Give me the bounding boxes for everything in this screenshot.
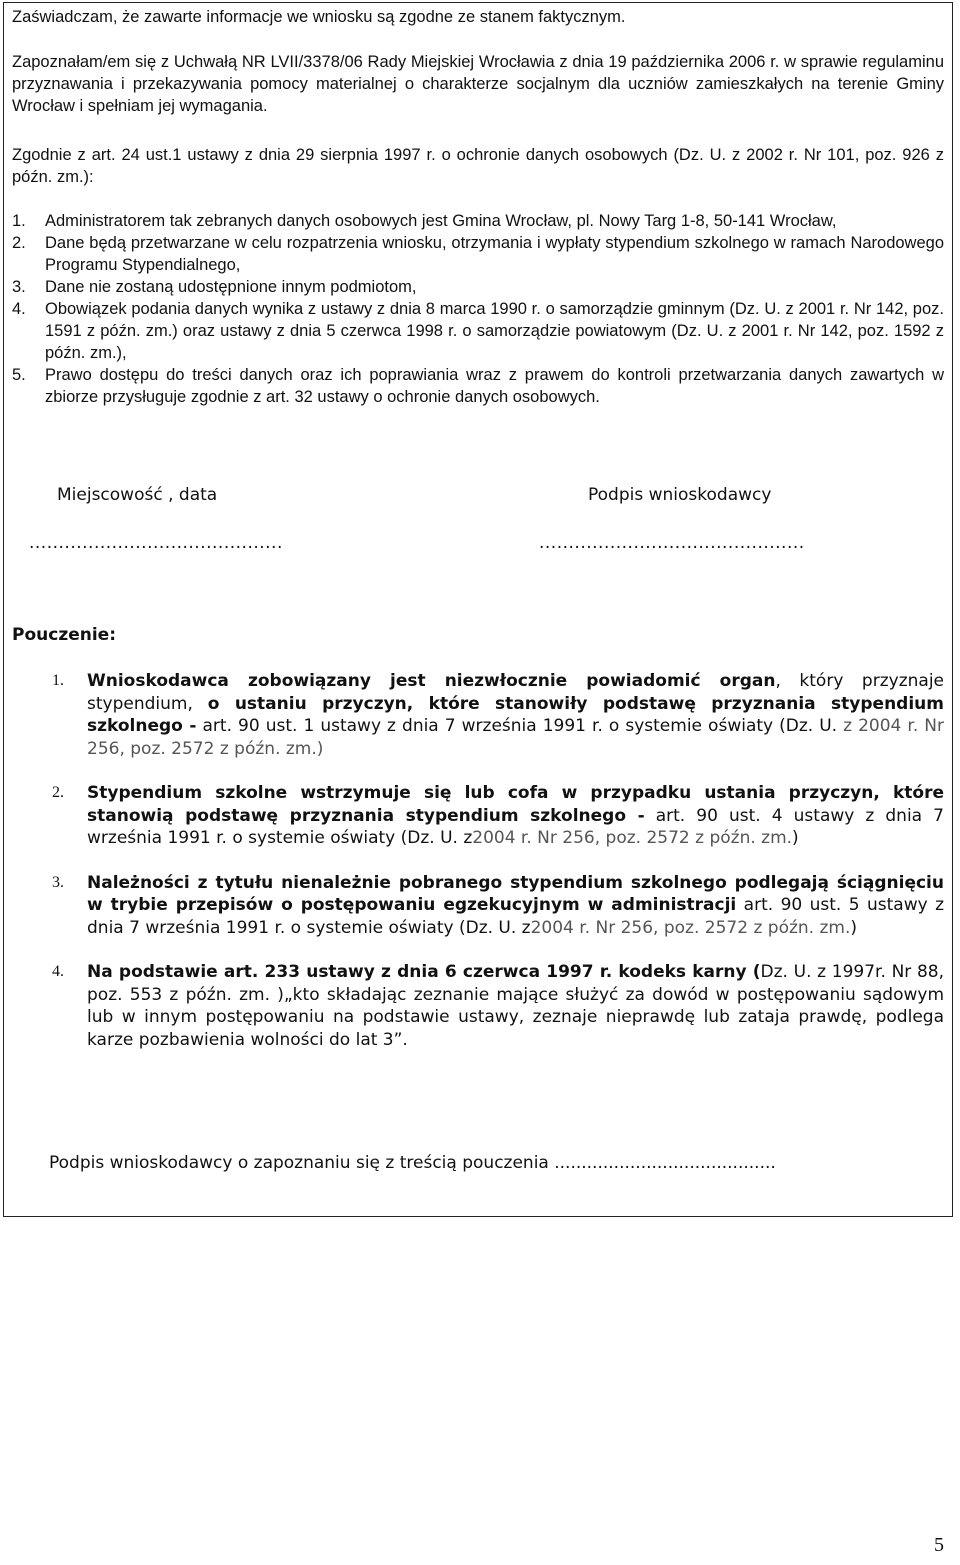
item-number: 3. bbox=[52, 873, 64, 891]
place-date-label: Miejscowość , data bbox=[57, 485, 218, 505]
item-number: 4. bbox=[12, 300, 26, 318]
instruction-heading: Pouczenie: bbox=[12, 625, 117, 645]
item-number: 4. bbox=[52, 963, 64, 980]
bold-text: o ustaniu przyczyn, które stanowiły podstawę przyznania stypendium szkolnego - bbox=[87, 693, 944, 736]
list-item bbox=[12, 298, 944, 364]
instruction-list bbox=[12, 670, 944, 1073]
item-number: 3. bbox=[12, 278, 26, 296]
bold-text: Stypendium szkolne wstrzymuje się lub cofa w przypadku ustania przyczyn, które stanowią podstawę przyznania stypendium szkolnego - bbox=[87, 783, 944, 826]
list-item bbox=[12, 276, 944, 298]
item-number: 5. bbox=[12, 366, 26, 384]
item-text: Prawo dostępu do treści danych oraz ich poprawiania wraz z prawem do kontroli przetwarzania danych zawartych w zbiorze przysługuje zgodnie z art. 32 ustawy o ochronie danych osobowych. bbox=[45, 366, 944, 406]
item-number: 2. bbox=[52, 784, 64, 801]
acknowledgement-signature[interactable]: Podpis wnioskodawcy o zapoznaniu się z treścią pouczenia ......................................... bbox=[49, 1153, 776, 1173]
item-text: Dane będą przetwarzane w celu rozpatrzenia wniosku, otrzymania i wypłaty stypendium szkolnego w ramach Narodowego Programu Stypendialnego, bbox=[45, 234, 944, 274]
page-number: 5 bbox=[934, 1534, 944, 1556]
item-text: Administratorem tak zebranych danych osobowych jest Gmina Wrocław, pl. Nowy Targ 1-8, 50-141 Wrocław, bbox=[45, 212, 837, 230]
item-text: Obowiązek podania danych wynika z ustawy z dnia 8 marca 1990 r. o samorządzie gminnym (Dz. U. z 2001 r. Nr 142, poz. 1591 z późn. zm.) oraz ustawy z dnia 5 czerwca 1998 r. o samorządzie powiatowym (Dz. U. z 2001 r. Nr 142, poz. 1592 z późn. zm.), bbox=[45, 300, 944, 362]
applicant-signature-field[interactable]: ............................................. bbox=[539, 533, 805, 553]
place-date-field[interactable]: ........................................... bbox=[29, 533, 283, 553]
bold-text: Należności z tytułu nienależnie pobranego stypendium szkolnego podlegają ściągnięciu w trybie przepisów o postępowaniu egzekucyjnym w administracji bbox=[87, 872, 944, 915]
list-item bbox=[12, 782, 944, 850]
list-item bbox=[12, 961, 944, 1051]
regulation-text: Zapoznałam/em się z Uchwałą NR LVII/3378/06 Rady Miejskiej Wrocławia z dnia 19 października 2006 r. w sprawie regulaminu przyznawania i przekazywania pomocy materialnej o charakterze socjalnym dla uczniów zamieszkałych na terenie Gminy Wrocław i spełniam jej wymagania. bbox=[12, 53, 944, 115]
declaration-text: Zaświadczam, że zawarte informacje we wniosku są zgodne ze stanem faktycznym. bbox=[12, 8, 626, 26]
gdpr-intro: Zgodnie z art. 24 ust.1 ustawy z dnia 29 sierpnia 1997 r. o ochronie danych osobowych (Dz. U. z 2002 r. Nr 101, poz. 926 z późn. zm.): bbox=[12, 146, 944, 186]
applicant-signature-label: Podpis wnioskodawcy bbox=[588, 485, 772, 505]
item-number: 2. bbox=[12, 234, 26, 252]
gdpr-list bbox=[12, 210, 944, 408]
list-item bbox=[12, 210, 944, 232]
legal-reference: 2004 r. Nr 256, poz. 2572 z późn. zm. bbox=[530, 917, 851, 938]
list-item bbox=[12, 872, 944, 940]
list-item bbox=[12, 364, 944, 408]
legal-reference: 2004 r. Nr 256, poz. 2572 z późn. zm. bbox=[472, 828, 793, 848]
item-number: 1. bbox=[12, 212, 26, 230]
list-item bbox=[12, 670, 944, 760]
legal-reference: z 2004 r. Nr 256, poz. 2572 z późn. zm.) bbox=[87, 716, 944, 759]
text: Dz. U. z 1997r. Nr 88, poz. 553 z późn. zm. )„kto składając zeznanie mające służyć za dowód w postępowaniu sądowym lub w innym postępowaniu na podstawie ustawy, zeznaje nieprawdę lub zataja prawdę, podlega karze pozbawienia wolności do lat 3”. bbox=[87, 962, 944, 1050]
item-text: Dane nie zostaną udostępnione innym podmiotom, bbox=[45, 278, 417, 296]
text: art. 90 ust. 4 ustawy z dnia 7 września 1991 r. o systemie oświaty (Dz. U. z bbox=[87, 805, 944, 848]
bold-text: Wnioskodawca zobowiązany jest niezwłocznie powiadomić organ bbox=[87, 671, 776, 691]
text: ) bbox=[792, 828, 799, 848]
text: , który przyznaje stypendium, bbox=[87, 671, 944, 714]
form-frame bbox=[3, 2, 953, 1217]
bold-text: Na podstawie art. 233 ustawy z dnia 6 czerwca 1997 r. kodeks karny ( bbox=[87, 962, 761, 982]
list-item bbox=[12, 232, 944, 276]
text: art. 90 ust. 1 ustawy z dnia 7 września 1991 r. o systemie oświaty (Dz. U. bbox=[196, 716, 844, 736]
text: art. 90 ust. 5 ustawy z dnia 7 września 1991 r. o systemie oświaty (Dz. U. z bbox=[87, 895, 945, 938]
text: ) bbox=[850, 917, 858, 938]
item-number: 1. bbox=[52, 672, 64, 689]
